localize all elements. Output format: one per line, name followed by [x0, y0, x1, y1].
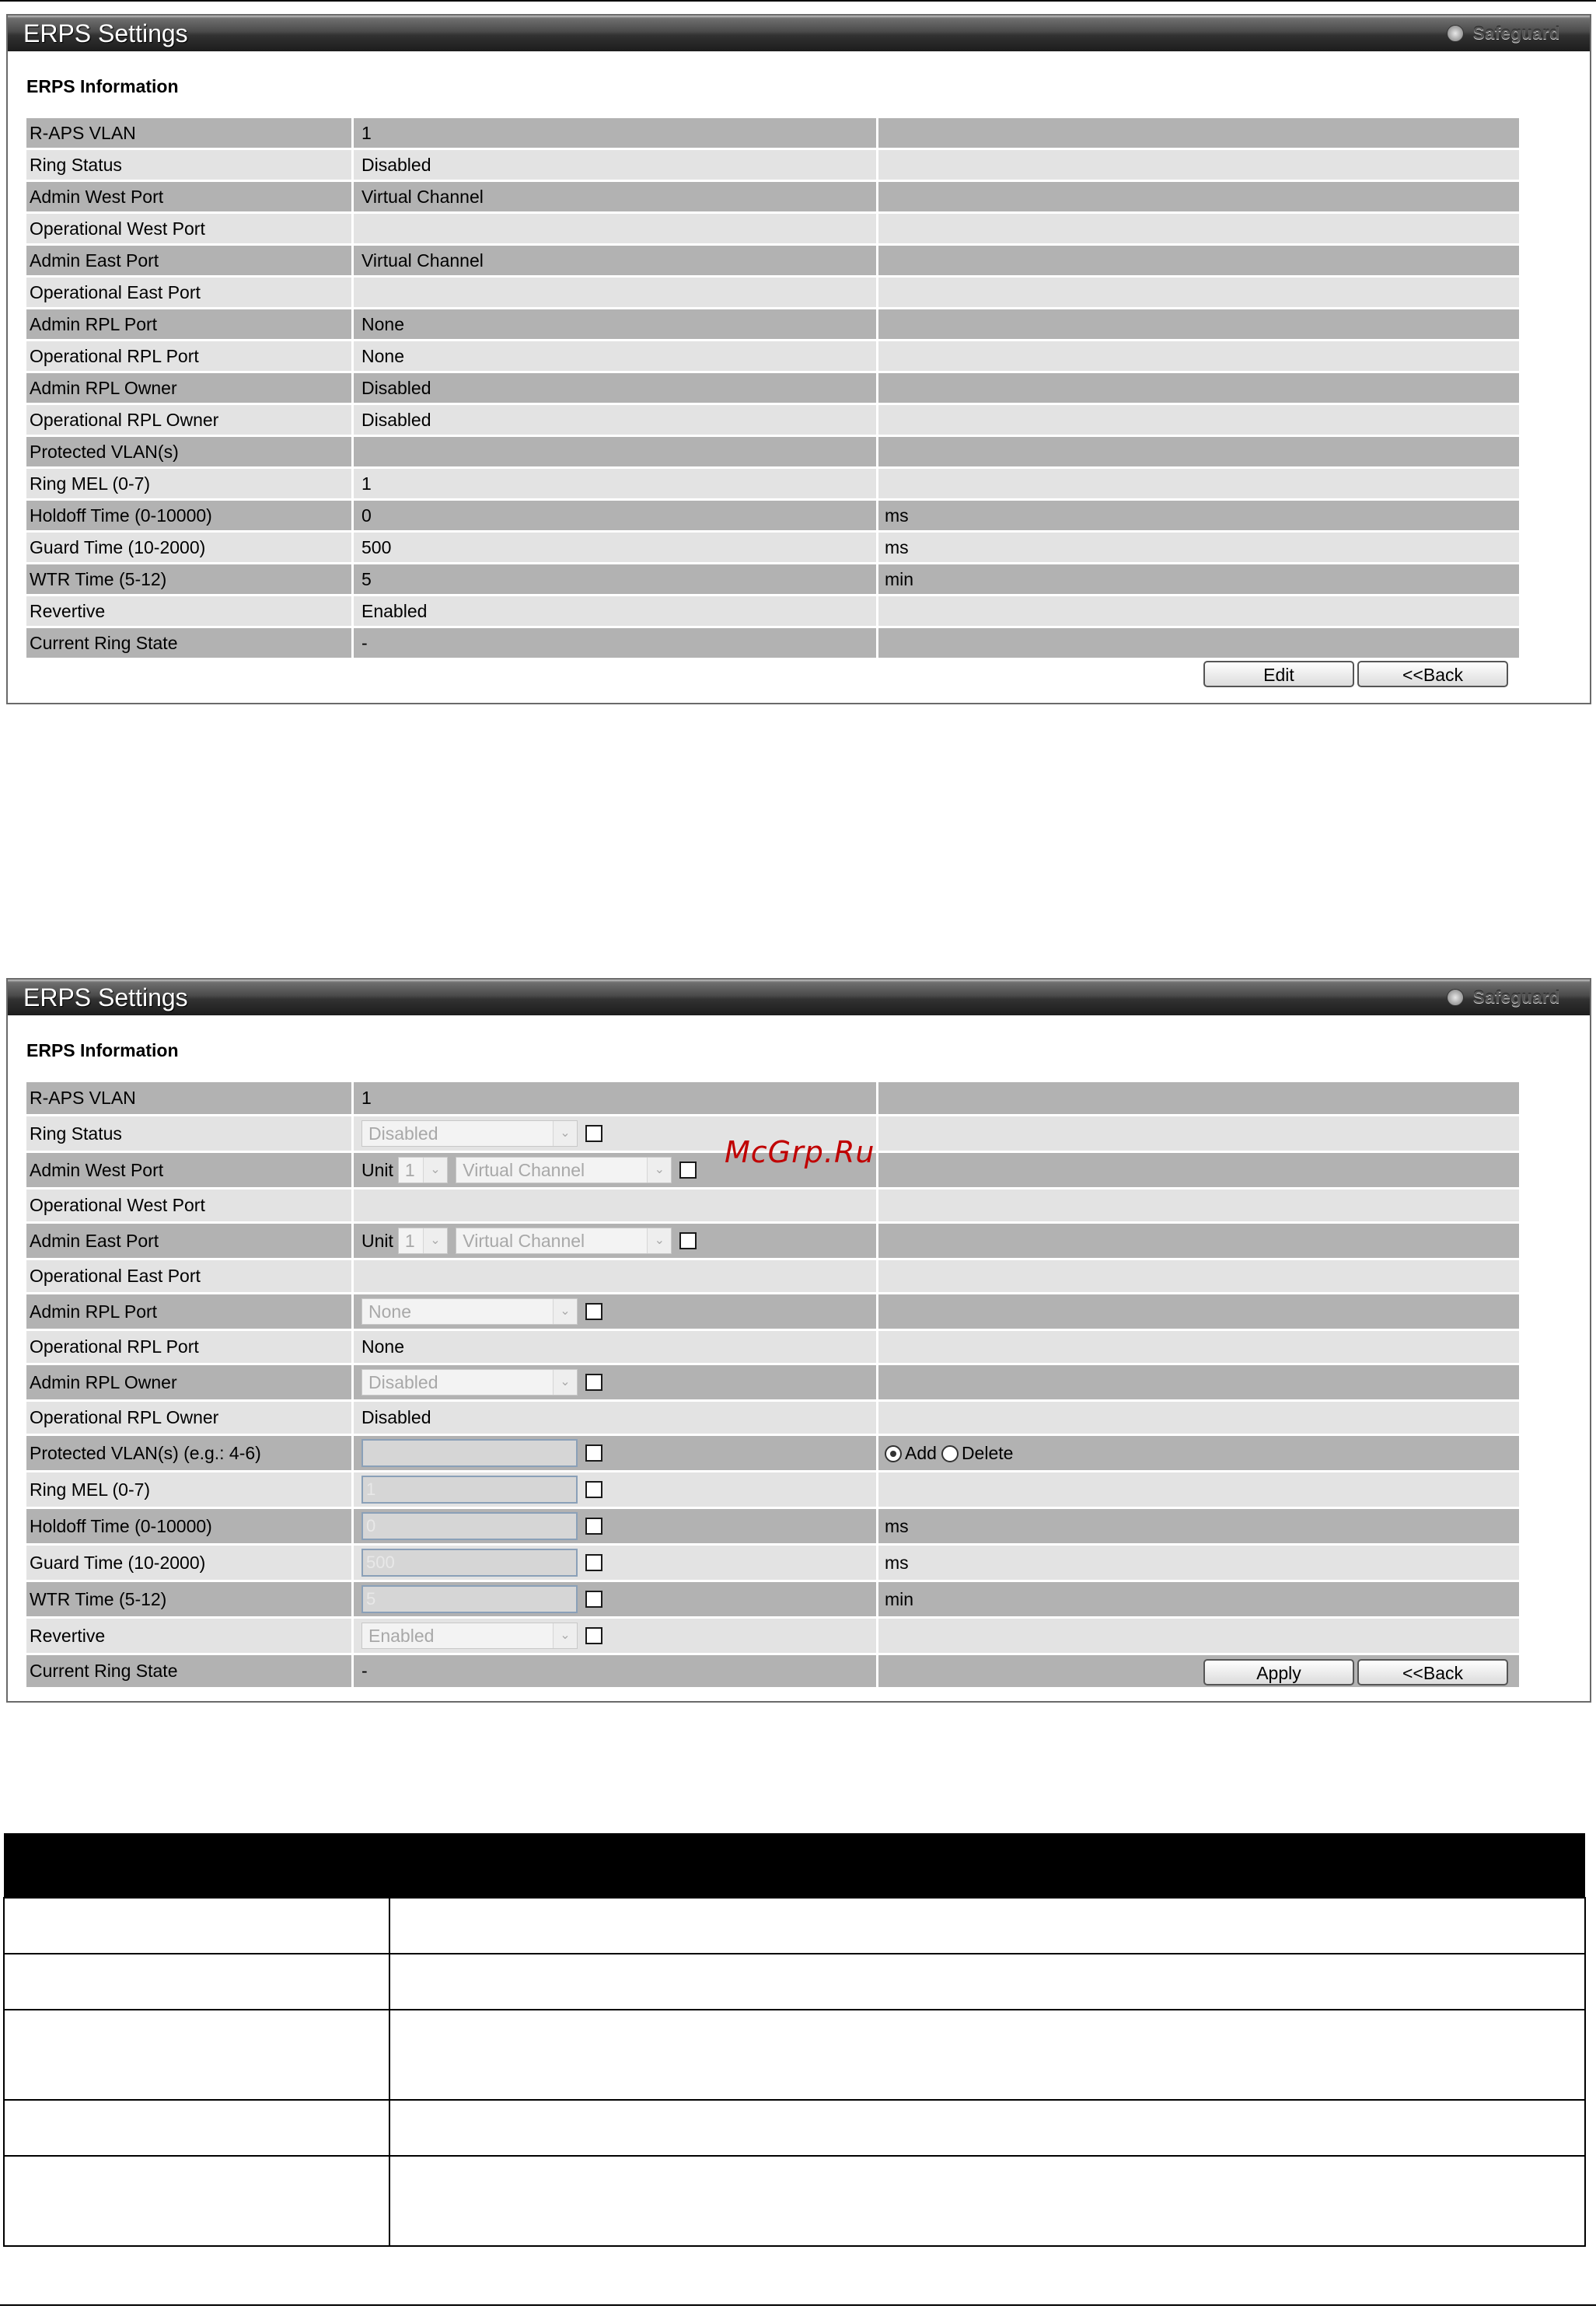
row-label: Admin East Port — [26, 246, 354, 278]
row-unit — [878, 214, 1519, 246]
row-unit — [878, 373, 1519, 405]
table-row — [26, 182, 1519, 214]
delete-radio-label: Delete — [961, 1443, 1014, 1464]
add-radio-label: Add — [905, 1443, 937, 1464]
back-button[interactable]: <<Back — [1357, 1659, 1508, 1685]
row-operational-east-port — [26, 1260, 1519, 1294]
select-value: 1 — [404, 1231, 415, 1251]
row-unit — [878, 596, 1519, 628]
row-label: Guard Time (10-2000) — [26, 1546, 354, 1582]
select-value: Virtual Channel — [463, 1160, 585, 1180]
row-value — [354, 278, 878, 309]
select-value: Enabled — [368, 1626, 435, 1646]
row-value: Enabled — [354, 596, 878, 628]
chevron-down-icon: ⌄ — [647, 1228, 671, 1253]
row-operational-rpl-owner — [26, 1402, 1519, 1436]
guard-time-checkbox[interactable] — [585, 1554, 602, 1571]
row-label: Operational East Port — [26, 1260, 354, 1294]
table-row — [4, 2010, 1585, 2100]
table-row — [26, 469, 1519, 501]
panel-title: ERPS Settings — [23, 19, 188, 47]
row-label: Holdoff Time (0-10000) — [26, 1509, 354, 1546]
row-label: R-APS VLAN — [26, 118, 354, 150]
row-label: Revertive — [26, 596, 354, 628]
parameter-description-table — [3, 1833, 1586, 2247]
section-title: ERPS Information — [26, 1040, 179, 1060]
row-value: 500 — [354, 533, 878, 564]
table-row — [26, 278, 1519, 309]
row-label: Ring MEL (0-7) — [26, 469, 354, 501]
ring-status-select[interactable] — [361, 1120, 578, 1147]
table-row — [26, 628, 1519, 660]
ring-mel-input[interactable]: 1 — [361, 1476, 578, 1504]
watermark-text: McGrp.Ru — [725, 1135, 875, 1169]
row-label: WTR Time (5-12) — [26, 1582, 354, 1619]
row-value: Virtual Channel — [354, 246, 878, 278]
row-label: Holdoff Time (0-10000) — [26, 501, 354, 533]
row-guard-time — [26, 1546, 1519, 1582]
current-ring-state-value: - — [354, 1655, 878, 1689]
chevron-down-icon: ⌄ — [423, 1158, 447, 1182]
page-top-rule — [0, 0, 1596, 2]
row-unit — [878, 341, 1519, 373]
back-button[interactable]: <<Back — [1357, 661, 1508, 687]
safeguard-indicator[interactable] — [1447, 23, 1560, 44]
row-unit — [878, 309, 1519, 341]
east-unit-select[interactable] — [398, 1228, 448, 1254]
row-label: Operational RPL Port — [26, 341, 354, 373]
wtr-time-checkbox[interactable] — [585, 1591, 602, 1608]
chevron-down-icon: ⌄ — [553, 1370, 577, 1395]
row-value: 1 — [354, 118, 878, 150]
row-value: Disabled — [354, 405, 878, 437]
row-unit — [878, 405, 1519, 437]
row-label: Admin West Port — [26, 1153, 354, 1189]
select-value: None — [368, 1301, 411, 1322]
table-row — [4, 2156, 1585, 2246]
row-admin-east-port — [26, 1224, 1519, 1260]
table-row — [26, 150, 1519, 182]
chevron-down-icon: ⌄ — [423, 1228, 447, 1253]
table-row — [26, 214, 1519, 246]
section-title: ERPS Information — [26, 76, 179, 96]
row-label: Ring Status — [26, 150, 354, 182]
row-label: Revertive — [26, 1619, 354, 1655]
row-unit — [878, 278, 1519, 309]
table-row — [26, 533, 1519, 564]
row-unit — [878, 150, 1519, 182]
safeguard-label: Safeguard — [1472, 23, 1560, 43]
table-row — [26, 405, 1519, 437]
table-row — [26, 341, 1519, 373]
row-label: Operational RPL Owner — [26, 405, 354, 437]
row-label: Protected VLAN(s) — [26, 437, 354, 469]
row-operational-west-port — [26, 1189, 1519, 1224]
row-unit — [878, 469, 1519, 501]
row-label: Protected VLAN(s) (e.g.: 4-6) — [26, 1436, 354, 1472]
unit-text: min — [878, 1582, 1519, 1619]
row-value: 0 — [354, 501, 878, 533]
holdoff-time-checkbox[interactable] — [585, 1518, 602, 1535]
row-label: Current Ring State — [26, 628, 354, 660]
row-value — [354, 437, 878, 469]
chevron-down-icon: ⌄ — [553, 1623, 577, 1648]
row-value: Virtual Channel — [354, 182, 878, 214]
admin-rpl-port-checkbox[interactable] — [585, 1303, 602, 1320]
row-label: Admin West Port — [26, 182, 354, 214]
select-value: 1 — [404, 1160, 415, 1180]
row-label: Admin RPL Owner — [26, 1365, 354, 1402]
erps-info-table — [26, 118, 1519, 660]
protected-vlans-input[interactable] — [361, 1439, 578, 1467]
row-value: 1 — [354, 469, 878, 501]
row-raps-vlan — [26, 1082, 1519, 1116]
row-label: WTR Time (5-12) — [26, 564, 354, 596]
row-value: 5 — [354, 564, 878, 596]
protected-vlans-checkbox[interactable] — [585, 1444, 602, 1462]
table-row — [26, 501, 1519, 533]
west-port-select[interactable] — [456, 1157, 672, 1183]
row-unit: ms — [878, 533, 1519, 564]
row-unit — [878, 437, 1519, 469]
row-value: Disabled — [354, 373, 878, 405]
row-ring-mel — [26, 1472, 1519, 1509]
oper-rpl-owner-value: Disabled — [354, 1402, 878, 1436]
table-row — [26, 373, 1519, 405]
chevron-down-icon: ⌄ — [647, 1158, 671, 1182]
apply-button[interactable]: Apply — [1203, 1659, 1354, 1685]
row-admin-rpl-owner — [26, 1365, 1519, 1402]
row-label: Operational West Port — [26, 214, 354, 246]
row-label: Admin RPL Port — [26, 309, 354, 341]
row-value: None — [354, 341, 878, 373]
east-port-select[interactable] — [456, 1228, 672, 1254]
panel-header — [8, 980, 1590, 1015]
table-header-row — [4, 1833, 1585, 1898]
delete-radio[interactable] — [941, 1445, 959, 1462]
ring-mel-checkbox[interactable] — [585, 1481, 602, 1498]
row-unit — [878, 182, 1519, 214]
table-row — [26, 246, 1519, 278]
erps-settings-view-panel — [6, 14, 1591, 704]
table-row — [26, 309, 1519, 341]
row-label: Operational RPL Port — [26, 1331, 354, 1365]
indicator-circle-icon — [1447, 25, 1464, 42]
row-label: R-APS VLAN — [26, 1082, 354, 1116]
row-label: Ring Status — [26, 1116, 354, 1153]
row-label: Admin RPL Port — [26, 1294, 354, 1331]
select-value: Disabled — [368, 1372, 438, 1392]
row-holdoff-time — [26, 1509, 1519, 1546]
raps-vlan-value: 1 — [354, 1082, 878, 1116]
west-unit-select[interactable] — [398, 1157, 448, 1183]
unit-label: Unit — [361, 1159, 393, 1180]
unit-text: ms — [878, 1546, 1519, 1582]
erps-settings-edit-panel — [6, 978, 1591, 1703]
row-unit — [878, 118, 1519, 150]
add-radio[interactable] — [885, 1445, 902, 1462]
select-value: Disabled — [368, 1123, 438, 1144]
table-row — [4, 1954, 1585, 2010]
row-label: Guard Time (10-2000) — [26, 533, 354, 564]
admin-west-port-checkbox[interactable] — [679, 1161, 697, 1179]
row-label: Current Ring State — [26, 1655, 354, 1689]
row-unit — [878, 628, 1519, 660]
wtr-time-input[interactable]: 5 — [361, 1585, 578, 1613]
row-value: - — [354, 628, 878, 660]
row-value: Disabled — [354, 150, 878, 182]
row-label: Admin East Port — [26, 1224, 354, 1260]
row-unit: ms — [878, 501, 1519, 533]
row-revertive — [26, 1619, 1519, 1655]
chevron-down-icon: ⌄ — [553, 1299, 577, 1324]
table-row — [26, 596, 1519, 628]
row-operational-rpl-port — [26, 1331, 1519, 1365]
unit-text: ms — [878, 1509, 1519, 1546]
safeguard-indicator[interactable] — [1447, 987, 1560, 1008]
table-row — [26, 118, 1519, 150]
table-row — [4, 2100, 1585, 2156]
row-unit — [878, 246, 1519, 278]
row-wtr-time — [26, 1582, 1519, 1619]
table-row — [4, 1898, 1585, 1954]
unit-label: Unit — [361, 1230, 393, 1251]
panel-title: ERPS Settings — [23, 983, 188, 1011]
erps-edit-table — [26, 1082, 1519, 1689]
guard-time-input[interactable]: 500 — [361, 1549, 578, 1577]
row-label: Ring MEL (0-7) — [26, 1472, 354, 1509]
ring-status-checkbox[interactable] — [585, 1125, 602, 1142]
revertive-checkbox[interactable] — [585, 1627, 602, 1644]
row-value — [354, 214, 878, 246]
revertive-select[interactable] — [361, 1623, 578, 1649]
admin-rpl-port-select[interactable] — [361, 1298, 578, 1325]
chevron-down-icon: ⌄ — [553, 1121, 577, 1146]
page-bottom-rule — [0, 2304, 1596, 2306]
oper-rpl-port-value: None — [354, 1331, 878, 1365]
holdoff-time-input[interactable]: 0 — [361, 1512, 578, 1540]
admin-rpl-owner-checkbox[interactable] — [585, 1374, 602, 1391]
edit-button[interactable]: Edit — [1203, 661, 1354, 687]
row-protected-vlans — [26, 1436, 1519, 1472]
indicator-circle-icon — [1447, 989, 1464, 1006]
row-unit: min — [878, 564, 1519, 596]
row-value: None — [354, 309, 878, 341]
table-row — [26, 564, 1519, 596]
row-admin-rpl-port — [26, 1294, 1519, 1331]
row-label: Admin RPL Owner — [26, 373, 354, 405]
safeguard-label: Safeguard — [1472, 987, 1560, 1007]
row-label: Operational East Port — [26, 278, 354, 309]
table-row — [26, 437, 1519, 469]
admin-rpl-owner-select[interactable] — [361, 1369, 578, 1396]
row-label: Operational West Port — [26, 1189, 354, 1224]
row-label: Operational RPL Owner — [26, 1402, 354, 1436]
admin-east-port-checkbox[interactable] — [679, 1232, 697, 1249]
select-value: Virtual Channel — [463, 1231, 585, 1251]
panel-header — [8, 16, 1590, 51]
